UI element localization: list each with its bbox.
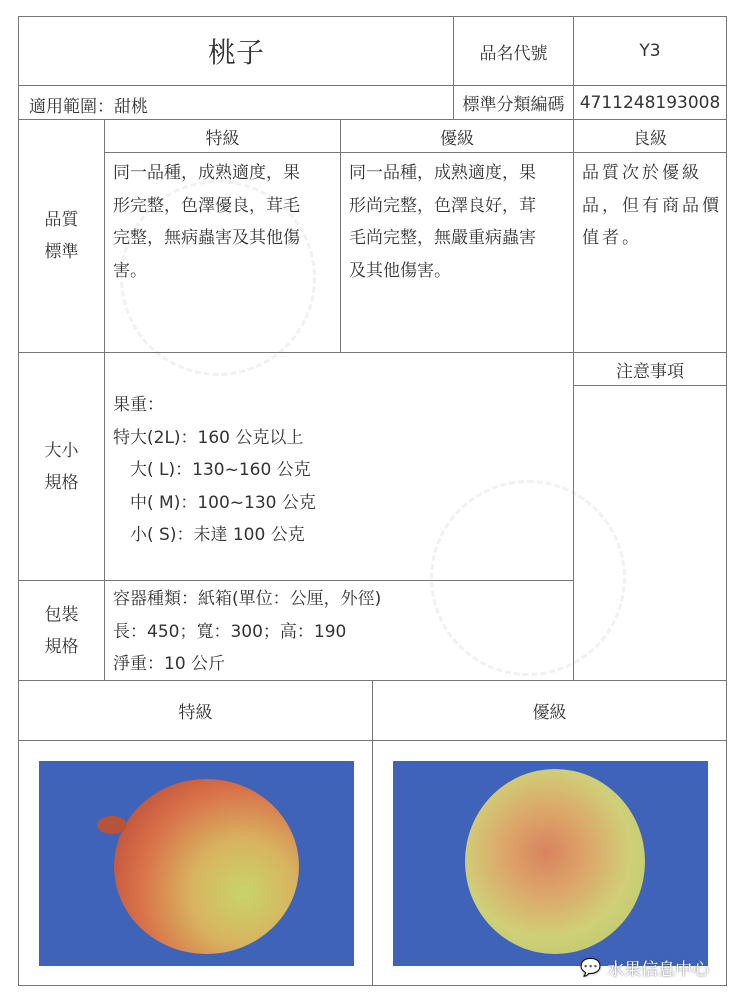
package-label bbox=[18, 580, 105, 681]
photo-header-excellent: 優級 bbox=[372, 680, 727, 741]
product-title: 桃子 bbox=[18, 16, 454, 86]
grade-header-excellent: 優級 bbox=[340, 119, 574, 153]
code-label: 品名代號 bbox=[453, 16, 574, 86]
text-line: 容器種類：紙箱(單位：公厘，外徑) bbox=[113, 589, 382, 609]
class-label: 標準分類編碼 bbox=[453, 85, 574, 120]
grade-header-special: 特級 bbox=[104, 119, 341, 153]
good-criteria bbox=[573, 152, 727, 353]
text-line: 同一品種，成熟適度，果 bbox=[113, 163, 300, 183]
text-line: 值者。 bbox=[582, 228, 642, 248]
text-line: 特大(2L)：160 公克以上 bbox=[113, 427, 304, 448]
photo-cell-excellent bbox=[372, 740, 727, 986]
special-criteria bbox=[104, 152, 341, 353]
code-value: Y3 bbox=[573, 16, 727, 86]
grade-header-good: 良級 bbox=[573, 119, 727, 153]
scope: 適用範圍：甜桃 bbox=[18, 85, 454, 120]
package-spec bbox=[104, 580, 574, 681]
peach-photo-excellent bbox=[393, 761, 708, 966]
text-line: 形尚完整，色澤良好，茸 bbox=[349, 195, 536, 216]
label-line: 規格 bbox=[44, 472, 79, 493]
text-line: 形完整，色澤優良，茸毛 bbox=[113, 195, 300, 216]
label-line: 包裝 bbox=[44, 604, 79, 625]
photo-header-special: 特級 bbox=[18, 680, 373, 741]
text-line: 果重： bbox=[113, 395, 164, 415]
text-line: 小( S)：未達 100 公克 bbox=[113, 525, 305, 545]
text-line: 毛尚完整，無嚴重病蟲害 bbox=[349, 228, 536, 248]
text-line: 及其他傷害。 bbox=[349, 260, 451, 281]
peach bbox=[114, 779, 299, 954]
size-label bbox=[18, 352, 105, 581]
label-line: 標準 bbox=[44, 242, 79, 262]
wechat-icon: 💬 bbox=[580, 957, 602, 978]
text-line: 長：450；寬：300；高：190 bbox=[113, 621, 347, 642]
text-line: 品質次於優級 bbox=[582, 163, 702, 183]
label-line: 規格 bbox=[44, 636, 79, 657]
text-line: 品，但有商品價 bbox=[582, 195, 722, 216]
text-line: 淨重：10 公斤 bbox=[113, 654, 226, 674]
notes-content bbox=[573, 385, 727, 681]
quality-label bbox=[18, 119, 105, 353]
peach-leaf-stub bbox=[97, 816, 127, 834]
size-spec bbox=[104, 352, 574, 581]
excellent-criteria bbox=[340, 152, 574, 353]
photo-cell-special bbox=[18, 740, 373, 986]
text-line: 完整，無病蟲害及其他傷 bbox=[113, 228, 300, 248]
peach-photo-special bbox=[39, 761, 354, 966]
peach bbox=[465, 769, 645, 954]
notes-header: 注意事項 bbox=[573, 352, 727, 386]
text-line: 大( L)：130~160 公克 bbox=[113, 460, 311, 480]
watermark-text: 水果信息中心 bbox=[607, 960, 710, 980]
label-line: 品質 bbox=[44, 210, 79, 230]
text-line: 同一品種，成熟適度，果 bbox=[349, 163, 536, 183]
watermark-label bbox=[580, 955, 709, 980]
text-line: 中( M)：100~130 公克 bbox=[113, 492, 316, 513]
label-line: 大小 bbox=[44, 440, 79, 461]
text-line: 害。 bbox=[113, 260, 147, 281]
class-value: 4711248193008 bbox=[573, 85, 727, 120]
